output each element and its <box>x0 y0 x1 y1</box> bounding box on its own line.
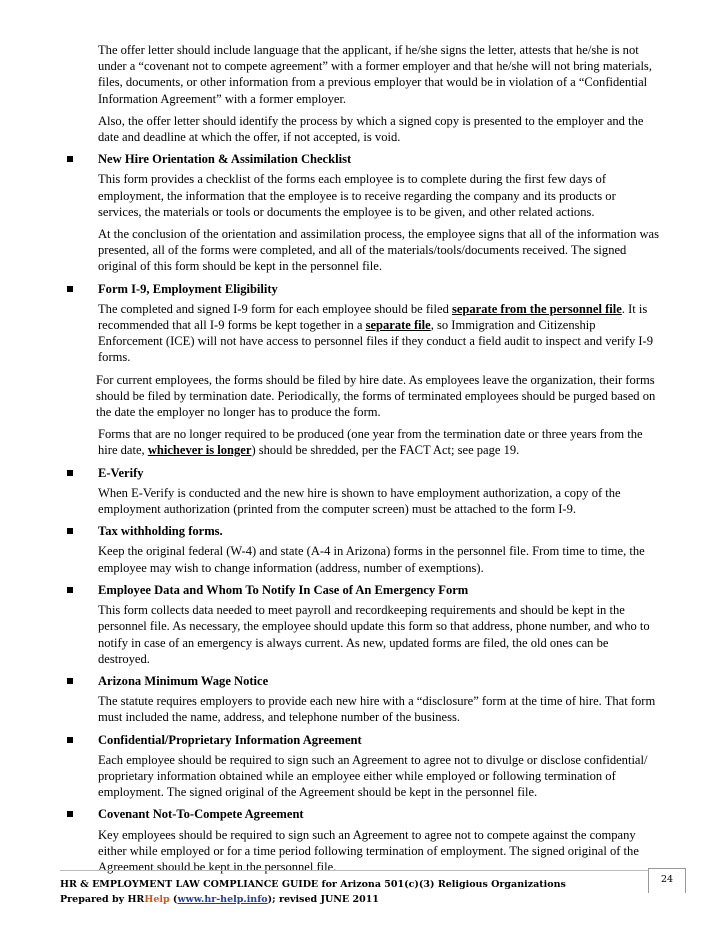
section-heading-tax <box>60 523 660 539</box>
tax-paragraph: Keep the original federal (W-4) and state (A-4 in Arizona) forms in the personnel file. From time to time, the employee may wish to change information (address, number of exemptions). <box>98 544 645 575</box>
section-heading-wage <box>60 673 660 689</box>
page-content <box>60 42 660 875</box>
section-title: E-Verify <box>98 465 144 480</box>
page-footer <box>60 877 660 907</box>
section-title: Form I-9, Employment Eligibility <box>98 281 278 296</box>
emphasis-whichever-is-longer: whichever is longer <box>147 443 252 458</box>
section-title: Confidential/Proprietary Information Agreement <box>98 732 362 747</box>
section-heading-confidential <box>60 732 660 748</box>
square-bullet-icon <box>67 587 73 593</box>
section-heading-emergency <box>60 582 660 598</box>
emphasis-separate-file: separate file <box>365 318 431 333</box>
section-heading-i9 <box>60 281 660 297</box>
section-heading-covenant <box>60 806 660 822</box>
section-title: New Hire Orientation & Assimilation Checklist <box>98 152 352 167</box>
square-bullet-icon <box>67 678 73 684</box>
brand-help-text: Help <box>144 894 170 905</box>
section-title: Employee Data and Whom To Notify In Case of An Emergency Form <box>98 582 469 597</box>
covenant-paragraph: Key employees should be required to sign such an Agreement to agree not to compete against the company either while employed or for a time period following termination of employment. The signed original of the Agreement should be kept in the personnel file. <box>98 827 639 874</box>
intro-paragraph-2: Also, the offer letter should identify the process by which a signed copy is presented to the employer and the date and deadline at which the offer, if not accepted, is void. <box>98 113 644 145</box>
everify-paragraph: When E-Verify is conducted and the new hire is shown to have employment authorization, a copy of the employment authorization (printed from the computer screen) must be attached to the form I-9. <box>98 485 621 517</box>
footer-divider <box>60 870 648 871</box>
page-number: 24 <box>648 868 686 893</box>
confidential-paragraph: Each employee should be required to sign such an Agreement to agree not to divulge or disclose confidential/ proprietary information obtained while an employee either while employed or following termination of employment. The signed original of the Agreement should be kept in the personnel file. <box>98 752 648 800</box>
square-bullet-icon <box>67 156 73 162</box>
section-heading-everify <box>60 465 660 481</box>
square-bullet-icon <box>67 811 73 817</box>
emphasis-separate-from-personnel-file: separate from the personnel file <box>451 301 622 316</box>
website-link[interactable]: www.hr-help.info <box>177 894 268 905</box>
wage-paragraph: The statute requires employers to provide each new hire with a “disclosure” form at the time of hire. That form must included the name, address, and telephone number of the business. <box>98 694 656 725</box>
emergency-paragraph: This form collects data needed to meet payroll and recordkeeping requirements and should be kept in the personnel file. As necessary, the employee should update this form so that address, phone number, and who to notify in case of an emergency is always current. As new, updated forms are filed, the old ones can be destroyed. <box>98 603 650 666</box>
footer-guide-title: HR & EMPLOYMENT LAW COMPLIANCE GUIDE for Arizona 501(c)(3) Religious Organizations <box>60 879 566 890</box>
i9-paragraph-2: For current employees, the forms should be filed by hire date. As employees leave the organization, their forms should be filed by termination date. Periodically, the forms of terminated employees should be purged based on the date the employer no longer has to produce the form. <box>96 372 656 420</box>
i9-paragraph-3: Forms that are no longer required to be produced (one year from the termination date or three years from the hire date, whichever is longer) should be shredded, per the FACT Act; see page 19. <box>98 427 643 458</box>
section-heading-orientation <box>60 151 660 167</box>
i9-paragraph-1: The completed and signed I-9 form for each employee should be filed separate from the personnel file. It is recommended that all I-9 forms be kept together in a separate file, so Immigration and Citizenship Enforcement (ICE) will not have access to personnel files if they conduct a field audit to inspect and verify I-9 forms. <box>98 301 654 365</box>
square-bullet-icon <box>67 528 73 534</box>
square-bullet-icon <box>67 286 73 292</box>
footer-prepared-by: Prepared by HRHelp (www.hr-help.info); revised JUNE 2011 <box>60 894 379 905</box>
intro-paragraph-1: The offer letter should include language that the applicant, if he/she signs the letter, attests that he/she is not under a “covenant not to compete agreement” with a former employer and that he/she will not bring materials, files, documents, or other information from a previous employer that would be in violation of a “Confidential Information Agreement” with a former employer. <box>98 43 652 106</box>
orientation-paragraph-2: At the conclusion of the orientation and assimilation process, the employee signs that all of the information was presented, all of the forms were completed, and all of the materials/tools/documents received. The signed original of this form should be kept in the personnel file. <box>98 227 659 274</box>
square-bullet-icon <box>67 470 73 476</box>
section-title: Covenant Not-To-Compete Agreement <box>98 807 304 822</box>
square-bullet-icon <box>67 737 73 743</box>
section-title: Arizona Minimum Wage Notice <box>98 673 269 688</box>
orientation-paragraph-1: This form provides a checklist of the forms each employee is to complete during the first few days of employment, the information that the employee is to receive regarding the company and its products or services, the materials or tools or documents the employee is to be given, and other related actions. <box>98 172 616 219</box>
section-title: Tax withholding forms. <box>98 524 223 539</box>
